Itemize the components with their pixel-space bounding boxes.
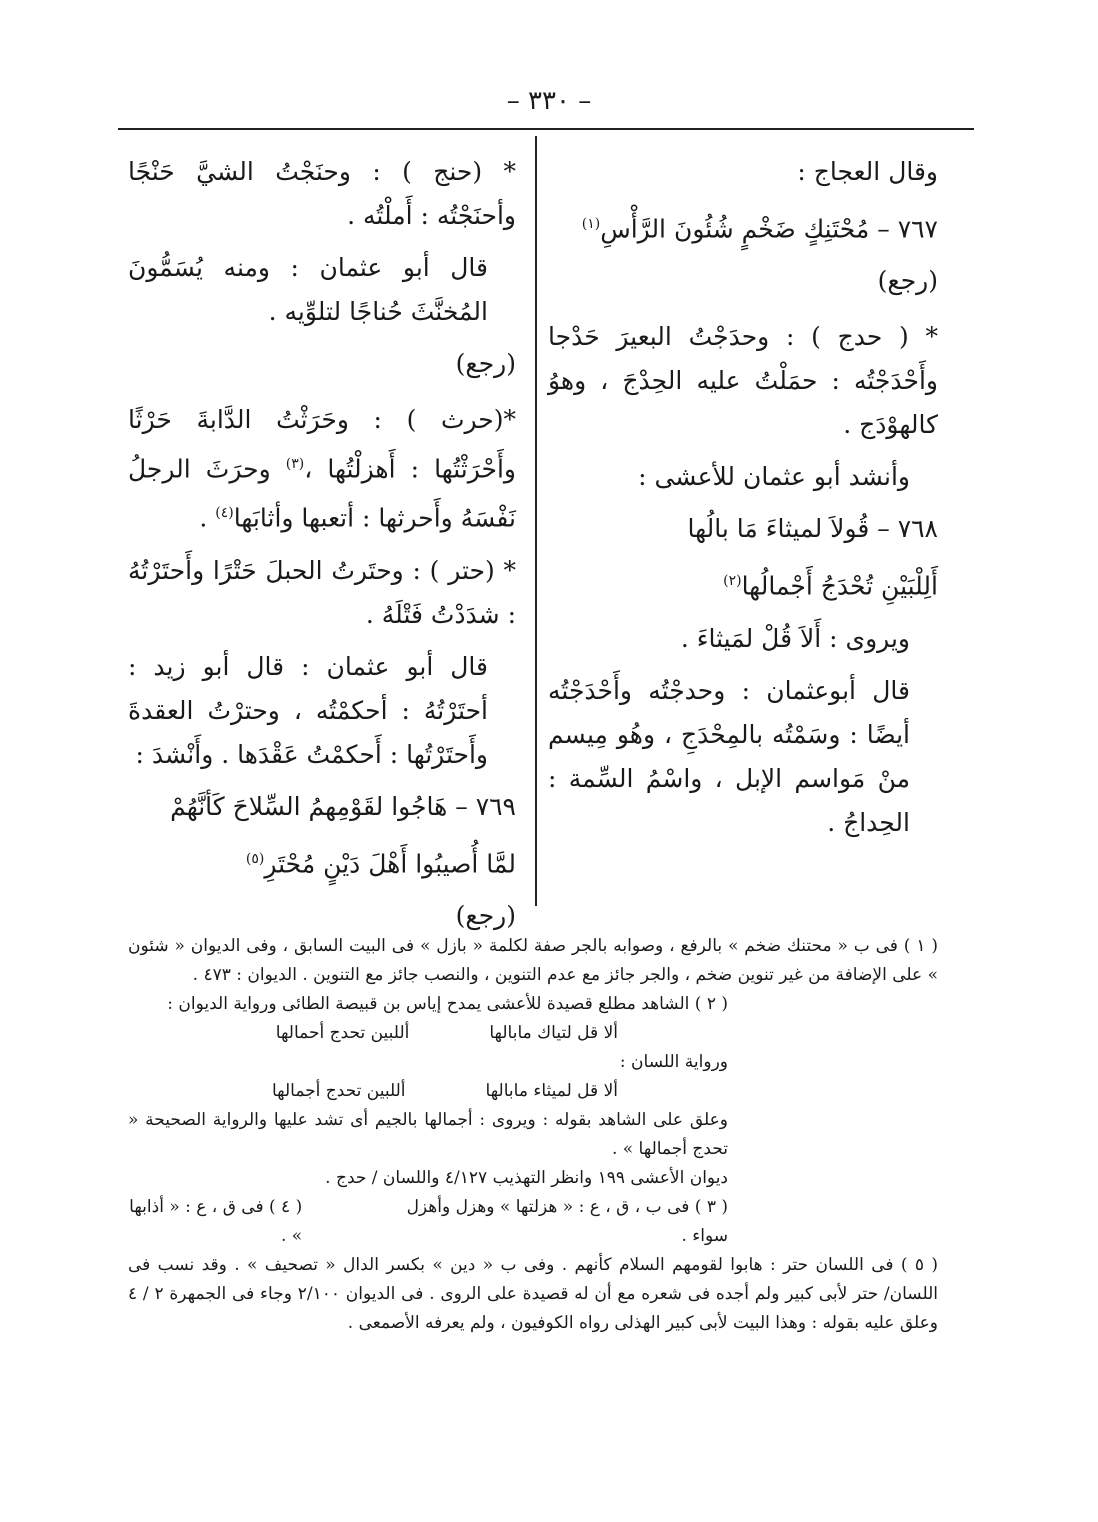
poem-hemistich: أللبين تحدج أحمالها	[275, 1023, 410, 1043]
footnote-text: وعلق على الشاهد بقوله : ويروى : أجمالها بالجيم أى تشد عليها والرواية الصحيحة « تحدج أجمالها » .	[128, 1110, 728, 1159]
variant-reading: ويروى : أَلاَ قُلْ لمَيثاءَ .	[680, 623, 910, 653]
verse-769: ٧٦٩ – هَاجُوا لقَوْمِهمُ السِّلاحَ كَأنَّهُمْ	[170, 791, 516, 821]
verse-768-second-hemistich: أَلِلْبَيْنِ تُحْدَجُ أَجْمالُها$^{(٢)}$	[723, 571, 938, 601]
text-line: وأنشد أبو عثمان للأعشى :	[638, 462, 910, 492]
footnote-ref: (٥)	[245, 850, 265, 867]
poem-hemistich: أللبين تحدج أجمالها	[271, 1081, 406, 1101]
entry-harath: *(حرث ) : وحَرَثْتُ الدَّابةَ حَرْثًا وأَحْرَثْتُها : أَهزلْتُها ،$^{(٣)}$ وحرَثَ الرجلُ نَفْسَهُ وأَحرثها : أتعبها وأثابَها$^{(٤)}$ .	[128, 405, 517, 533]
header-rule	[118, 128, 974, 130]
footnote-text: ورواية اللسان :	[619, 1052, 728, 1072]
footnote-ref: (٣)	[285, 456, 305, 472]
entry-hanaj: * (حنج ) : وحنَجْتُ الشيَّ حَنْجًا وأحنَجْتُه : أَملْتُه .	[128, 157, 516, 230]
text-line: وقال العجاج :	[797, 157, 938, 186]
footnote-5: ( ٥ ) فى اللسان حتر : هابوا لقومهم السلام كأنهم . وفى ب « دين » بكسر الدال « تصحيف » . وقد نسب فى اللسان/ حتر لأبى كبير ولم أجده فى شعره مع أن له قصيدة على الروى . فى الديوان ٢/١٠٠ وجاء فى الجمهرة ٢ / ٤ وعلق عليه بقوله : وهذا البيت لأبى كبير الهذلى رواه الكوفيون ، ولم يعرفه الأصمعى .	[128, 1255, 938, 1333]
page-number: – ٣٣٠ –	[506, 86, 592, 116]
verse-768: ٧٦٨ – قُولاَ لميثاءَ مَا بالُها	[687, 514, 938, 544]
right-column	[548, 150, 938, 853]
poem-hemistich: ألا قل لتياك مابالها	[489, 1023, 618, 1043]
text-paragraph: قال أبو عثمان : ومنه يُسَمُّونَ المُخنَّثَ حُناجًا لتلوِّيه .	[128, 253, 488, 326]
verse-769-second-hemistich: لمَّا أُصيبُوا أَهْلَ دَيْنٍ مُحْتَرِ$^{(٥)}$	[245, 848, 516, 878]
poem-hemistich: ألا قل لميثاء مابالها	[485, 1081, 618, 1101]
meter-label: (رجع)	[877, 266, 938, 296]
left-column	[128, 150, 516, 950]
footnote-ref: (٢)	[723, 573, 742, 590]
footnote-2: ( ٢ ) الشاهد مطلع قصيدة للأعشى يمدح إياس بن قبيصة الطائى ورواية الديوان :	[167, 994, 728, 1014]
footnote-poem	[128, 1019, 938, 1048]
footnote-text: ديوان الأعشى ١٩٩ وانظر التهذيب ٤/١٢٧ واللسان / حدج .	[325, 1168, 728, 1188]
meter-label: (رجع)	[455, 349, 516, 378]
footnote-ref: (٤)	[215, 505, 234, 522]
entry-hadaj: * ( حدج ) : وحدَجْتُ البعيرَ حَدْجا وأَحْدَجْتُه : حمَلْتُ عليه الحِدْجَ ، وهوُ كالهوْدَج .	[548, 322, 938, 440]
footnote-pair	[128, 1193, 938, 1251]
footnote-1: ( ١ ) فى ب « محتنك ضخم » بالرفع ، وصوابه بالجر صفة لكلمة « بازل » فى البيت السابق ، وفى الديوان « شئون » على الإضافة من غير تنوين ضخم ، والجر جائز مع عدم التنوين ، والنصب جائز مع التنوين . الديوان : ٤٧٣ .	[128, 936, 938, 985]
footnotes	[128, 932, 938, 1338]
column-divider	[535, 136, 537, 906]
verse-767: ٧٦٧ – مُحْتَنِكٍ ضَخْمٍ شُئُونَ الرَّأْسِ$^{(١)}$	[581, 214, 938, 244]
footnote-4: ( ٤ ) فى ق ، ع : « أذابها » .	[129, 1197, 303, 1246]
text-paragraph: قال أبو عثمان : قال أبو زيد : أحتَرْتُهُ : أحكمْتُه ، وحترْتُ العقدةَ وأَحتَرْتُها : أَحكمْتُ عَقْدَها . وأَنْشدَ :	[128, 651, 488, 769]
footnote-3: ( ٣ ) فى ب ، ق ، ع : « هزلتها » وهزل وأهزل سواء .	[406, 1197, 728, 1246]
text-paragraph: قال أبوعثمان : وحدجْتُه وأَحْدَجْتُه أيضًا : وسَمْتُه بالمِحْدَجِ ، وهُو مِيسم منْ مَواسم الإبل ، واسْمُ السِّمة : الحِداجُ .	[548, 675, 910, 837]
footnote-ref: (١)	[581, 216, 601, 232]
meter-label: (رجع)	[455, 900, 516, 930]
footnote-poem	[128, 1077, 938, 1106]
entry-hatar: * (حتر ) : وحتَرتُ الحبلَ حَتْرًا وأَحتَرْتُهُ : شدَدْتُ فَتْلَهُ .	[128, 555, 516, 629]
